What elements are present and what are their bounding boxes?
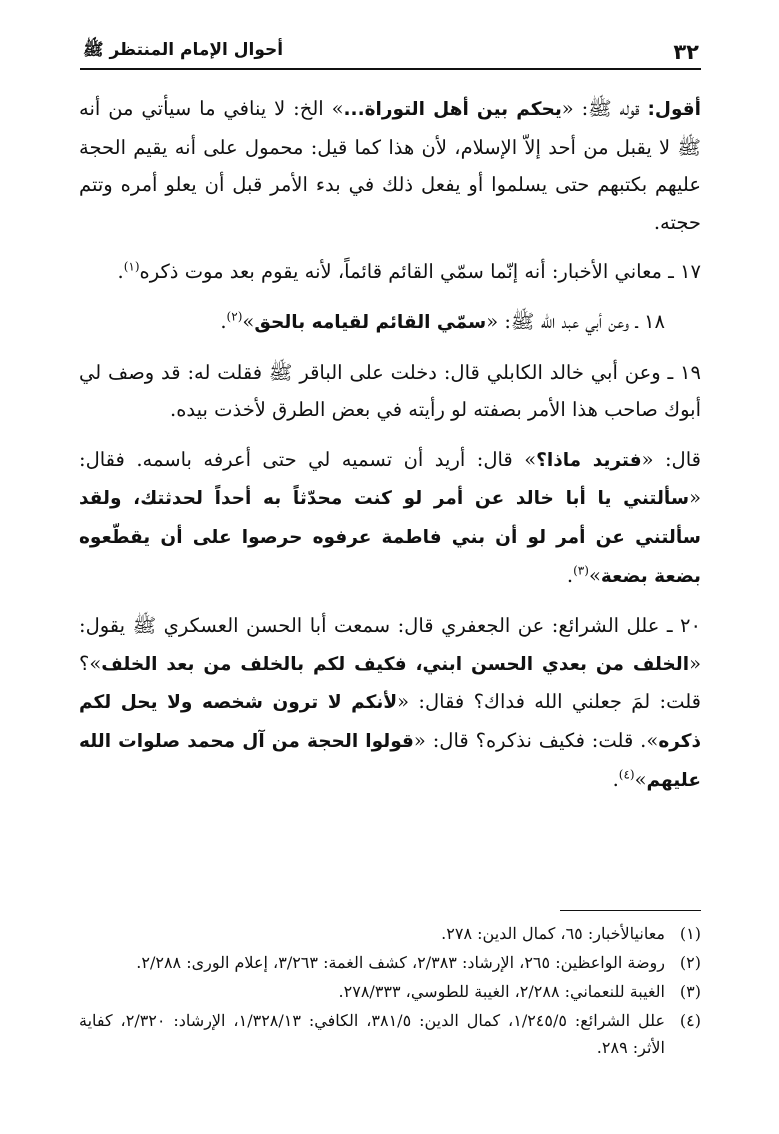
running-title: أحوال الإمام المنتظر ﷺ	[83, 40, 284, 60]
footnote-number: (١)	[679, 924, 701, 943]
paragraph-aqool: أقول: قوله ﷺ: «يحكم بين أهل التوراة...» الخ: لا ينافي ما سيأتي من أنه ﷺ لا يقبل من أحد إلاّ الإسلام، لأن هذا كما قيل: محمول على أنه يقيم الحجة عليهم بكتبهم حتى يسلموا أو يفعل ذلك في بدء الأمر قبل أن يعلو أمره وتتم حجته.	[79, 97, 702, 234]
page-body	[79, 90, 701, 811]
footnote	[79, 978, 701, 1005]
footnote-ref-4: (٤)	[618, 767, 635, 781]
footnote-ref-1: (١)	[123, 259, 140, 274]
page-number: ٣٢	[673, 40, 699, 64]
paragraph-19-continued: قال: «فتريد ماذا؟» قال: أريد أن تسميه لي حتى أعرفه باسمه. فقال: «سألتني يا أبا خالد عن أمر لو كنت محدّثاً به أحداً لحدثتك، ولقد سألتني عن أمر لو أن بني فاطمة عرفوه حرصوا على أن يقطّعوه بضعة بضعة»$^{(٣)}$.	[79, 447, 701, 587]
header-rule	[80, 68, 701, 70]
footnote-ref-2: (٢)	[226, 309, 243, 324]
footnote-text: الغيبة للنعماني: ٢/٢٨٨، الغيبة للطوسي، ٢٧٨/٣٣٣.	[338, 982, 665, 1001]
footnote	[79, 949, 701, 976]
paragraph-18: ١٨ ـ وعن أبي عبد الله ﷺ: «سمّي القائم لقيامه بالحق»$^{(٢)}$.	[220, 309, 665, 333]
footnote-ref-3: (٣)	[573, 563, 589, 578]
footnote-number: (٢)	[679, 953, 701, 972]
page-header	[83, 26, 699, 64]
footnote-rule	[560, 910, 701, 911]
footnote-number: (٣)	[679, 982, 701, 1001]
footnote	[79, 1007, 701, 1061]
footnote-text: روضة الواعظين: ٢٦٥، الإرشاد: ٢/٣٨٣، كشف الغمة: ٣/٢٦٣، إعلام الورى: ٢/٢٨٨.	[136, 953, 665, 972]
paragraph-17: ١٧ ـ معاني الأخبار: أنه إنّما سمّي القائم قائماً، لأنه يقوم بعد موت ذكره$^{(١)}$.	[117, 259, 701, 284]
footnote-text: علل الشرائع: ١/٢٤٥/٥، كمال الدين: ٣٨١/٥، الكافي: ١/٣٢٨/١٣، الإرشاد: ٢/٣٢٠، كفاية الأثر: ٢٨٩.	[79, 1011, 666, 1057]
footnotes	[79, 920, 701, 1063]
paragraph-19: ١٩ ـ وعن أبي خالد الكابلي قال: دخلت على الباقر ﷺ فقلت له: قد وصف لي أبوك صاحب هذا الأمر بصفته لو رأيته في بعض الطرق لأخذت بيده.	[79, 360, 701, 422]
footnote-number: (٤)	[679, 1011, 701, 1030]
paragraph-20: ٢٠ ـ علل الشرائع: عن الجعفري قال: سمعت أبا الحسن العسكري ﷺ يقول: «الخلف من بعدي الحسن ابني، فكيف لكم بالخلف من بعد الخلف»؟ قلت: لمَ جعلني الله فداك؟ فقال: «لأنكم لا ترون شخصه ولا يحل لكم ذكره». قلت: فكيف نذكره؟ قال: «قولوا الحجة من آل محمد صلوات الله عليهم»$^{(٤)}$.	[79, 614, 701, 791]
footnote-text: معانيالأخبار: ٦٥، كمال الدين: ٢٧٨.	[441, 924, 665, 943]
footnote	[79, 920, 701, 947]
